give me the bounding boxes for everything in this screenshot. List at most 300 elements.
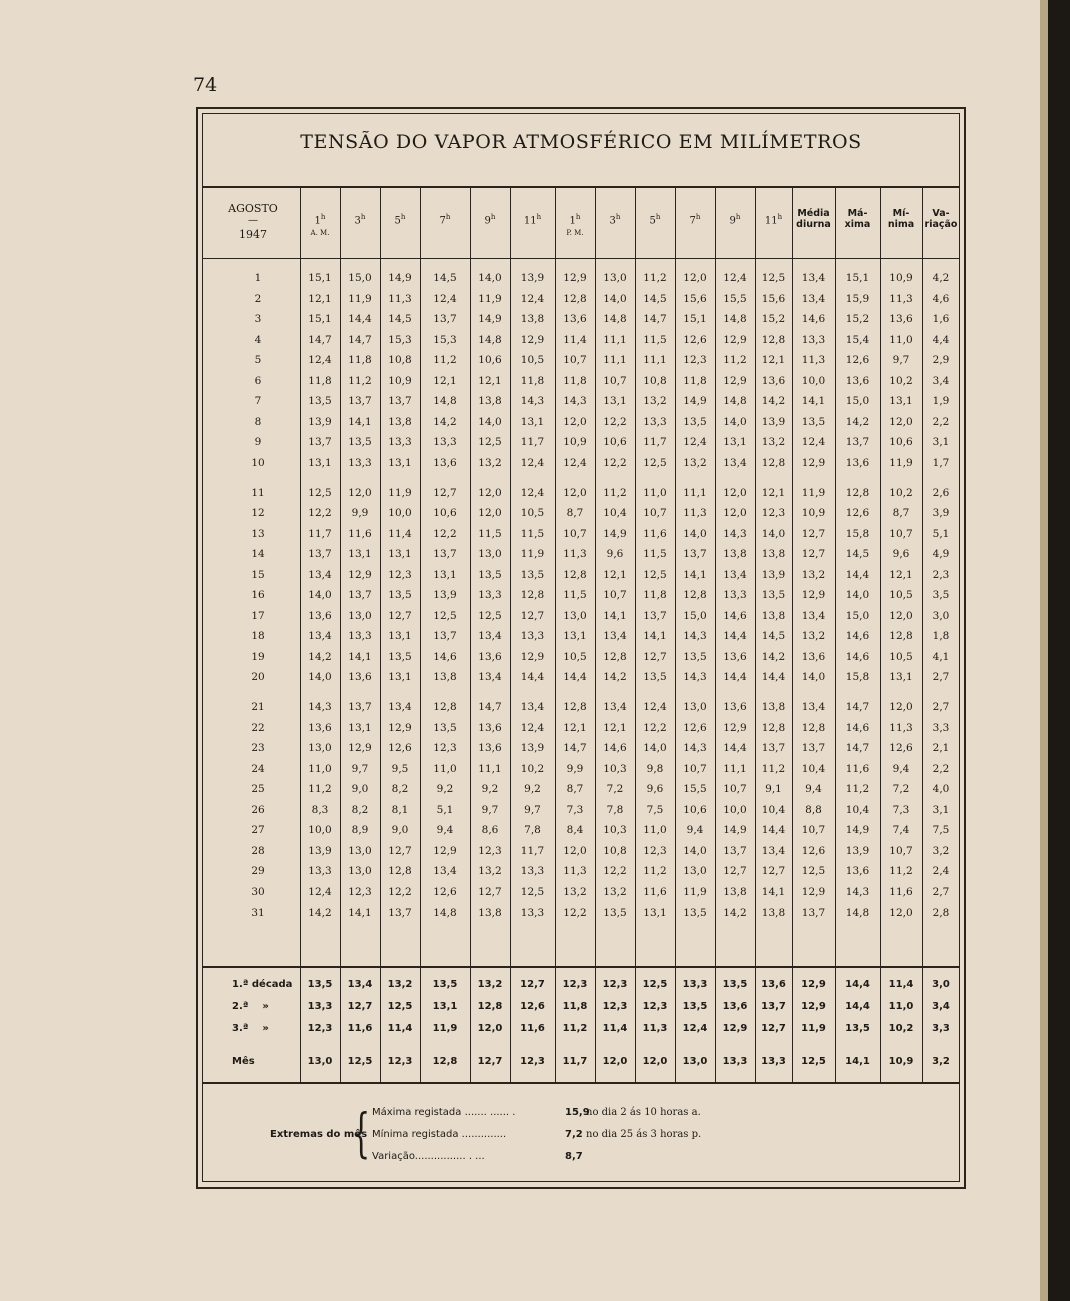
table-cell: 12,3 <box>761 507 786 520</box>
table-cell: 10,7 <box>889 844 913 857</box>
table-cell: 10,9 <box>388 374 412 387</box>
table-cell: 12,8 <box>845 486 870 499</box>
table-cell: 11,4 <box>563 333 587 346</box>
table-cell: 11,9 <box>683 885 707 898</box>
header-hour-sup: h <box>320 213 326 221</box>
header-dash: — <box>248 215 258 226</box>
table-cell: 15,0 <box>845 609 870 622</box>
table-cell: 12,3 <box>478 844 502 857</box>
summary-cell: 12,7 <box>520 979 545 990</box>
table-cell: 13,3 <box>520 865 545 878</box>
table-cell: 2,8 <box>932 906 950 919</box>
table-cell: 13,2 <box>643 395 667 408</box>
table-cell: 13,9 <box>520 742 545 755</box>
table-cell: 13,1 <box>388 671 412 684</box>
table-cell: 12,0 <box>348 486 372 499</box>
table-cell: 13,6 <box>478 721 502 734</box>
table-cell: 12,8 <box>683 589 707 602</box>
day-label: 13 <box>251 527 265 540</box>
table-cell: 13,1 <box>348 548 372 561</box>
table-cell: 10,5 <box>889 650 913 663</box>
table-cell: 11,8 <box>563 374 587 387</box>
table-cell: 13,9 <box>761 415 786 428</box>
table-cell: 15,2 <box>845 313 870 326</box>
table-cell: 11,9 <box>478 292 502 305</box>
table-cell: 14,6 <box>603 742 627 755</box>
table-cell: 4,6 <box>932 292 950 305</box>
table-cell: 14,4 <box>845 568 870 581</box>
summary-cell: 14,1 <box>845 1056 870 1067</box>
table-cell: 10,9 <box>889 272 913 284</box>
table-cell: 13,2 <box>478 456 502 469</box>
table-cell: 2,2 <box>932 415 950 428</box>
table-cell: 13,4 <box>723 456 747 469</box>
table-cell: 12,1 <box>603 721 627 734</box>
header-period: A. M. <box>310 229 330 238</box>
table-cell: 12,0 <box>723 507 747 520</box>
table-cell: 13,8 <box>433 671 457 684</box>
table-cell: 13,9 <box>308 844 332 857</box>
header-hour-sup: h <box>777 213 783 221</box>
table-cell: 13,7 <box>348 589 372 602</box>
header-hour: 7 <box>689 215 696 227</box>
extremes-max-label: Máxima registada ....... ...... . <box>372 1107 516 1118</box>
table-cell: 13,1 <box>388 630 412 643</box>
table-cell: 9,2 <box>524 783 541 796</box>
table-cell: 11,2 <box>845 783 870 796</box>
table-cell: 14,5 <box>388 313 412 326</box>
summary-cell: 11,9 <box>801 1023 826 1034</box>
table-cell: 13,4 <box>801 292 826 305</box>
header-col-3 <box>380 211 420 227</box>
header-hour-sup: h <box>490 213 496 221</box>
table-cell: 14,2 <box>603 671 627 684</box>
table-cell: 12,9 <box>348 742 372 755</box>
header-hour: 9 <box>484 215 491 227</box>
day-label: 1 <box>254 272 262 284</box>
summary-cell: 12,7 <box>761 1023 786 1034</box>
table-cell: 14,8 <box>478 333 502 346</box>
table-cell: 12,9 <box>801 885 826 898</box>
table-cell: 11,9 <box>348 292 372 305</box>
table-cell: 15,5 <box>723 292 747 305</box>
table-cell: 8,8 <box>805 803 822 816</box>
table-cell: 15,8 <box>845 527 870 540</box>
table-cell: 12,5 <box>433 609 457 622</box>
summary-cell: 11,4 <box>602 1023 628 1034</box>
table-cell: 11,7 <box>520 436 545 449</box>
header-hour: 1 <box>314 215 321 227</box>
table-cell: 14,0 <box>478 272 502 284</box>
table-cell: 12,2 <box>308 507 332 520</box>
table-cell: 14,1 <box>348 906 372 919</box>
table-cell: 11,7 <box>520 844 545 857</box>
table-cell: 14,3 <box>683 630 707 643</box>
table-cell: 13,1 <box>308 456 332 469</box>
summary-cell: 12,8 <box>477 1001 503 1012</box>
header-hour-sup: h <box>695 213 701 221</box>
summary-label: Mês <box>232 1056 255 1067</box>
table-cell: 15,3 <box>433 333 457 346</box>
table-cell: 12,0 <box>889 906 913 919</box>
table-cell: 13,4 <box>478 671 502 684</box>
table-cell: 15,9 <box>845 292 870 305</box>
extremes-var-label: Variação................ . ... <box>372 1151 485 1162</box>
day-label: 20 <box>251 671 265 684</box>
table-cell: 2,2 <box>932 762 950 775</box>
header-period: P. M. <box>566 229 584 238</box>
table-cell: 14,5 <box>845 548 870 561</box>
table-cell: 13,5 <box>348 436 372 449</box>
table-cell: 10,8 <box>643 374 667 387</box>
summary-cell: 13,5 <box>682 1001 708 1012</box>
summary-cell: 12,3 <box>642 1001 668 1012</box>
table-cell: 13,5 <box>520 568 545 581</box>
day-label: 14 <box>251 548 265 561</box>
table-cell: 11,5 <box>478 527 502 540</box>
header-var_1: Va- <box>932 208 950 219</box>
table-cell: 4,1 <box>932 650 950 663</box>
table-cell: 13,1 <box>563 630 587 643</box>
table-cell: 13,6 <box>845 456 870 469</box>
table-cell: 14,1 <box>643 630 667 643</box>
summary-label: 2.ª » <box>232 1001 269 1012</box>
table-cell: 13,8 <box>723 548 747 561</box>
table-cell: 3,1 <box>932 436 950 449</box>
table-cell: 13,4 <box>761 844 786 857</box>
table-cell: 11,2 <box>308 783 332 796</box>
table-cell: 13,4 <box>603 630 627 643</box>
table-cell: 10,4 <box>801 762 826 775</box>
table-cell: 14,6 <box>433 650 457 663</box>
table-cell: 15,6 <box>761 292 786 305</box>
table-cell: 9,6 <box>892 548 910 561</box>
table-cell: 8,2 <box>351 803 369 816</box>
table-cell: 11,6 <box>889 885 913 898</box>
table-cell: 13,6 <box>308 721 332 734</box>
summary-cell: 3,2 <box>932 1056 950 1067</box>
table-cell: 9,7 <box>481 803 499 816</box>
table-cell: 9,9 <box>566 762 584 775</box>
table-cell: 11,6 <box>845 762 870 775</box>
table-cell: 4,4 <box>932 333 950 346</box>
table-cell: 12,5 <box>643 456 667 469</box>
summary-cell: 13,3 <box>722 1056 748 1067</box>
header-col-10 <box>675 211 715 227</box>
table-cell: 12,6 <box>683 333 707 346</box>
table-cell: 15,4 <box>845 333 870 346</box>
table-cell: 14,5 <box>761 630 786 643</box>
table-cell: 13,0 <box>478 548 502 561</box>
table-cell: 11,9 <box>801 486 826 499</box>
table-cell: 12,1 <box>433 374 457 387</box>
summary-cell: 13,5 <box>432 979 458 990</box>
table-cell: 9,0 <box>391 824 409 837</box>
table-cell: 8,7 <box>566 783 584 796</box>
table-cell: 3,9 <box>932 507 950 520</box>
summary-cell: 11,6 <box>520 1023 545 1034</box>
table-cell: 12,6 <box>801 844 826 857</box>
table-cell: 12,9 <box>801 456 826 469</box>
table-cell: 11,1 <box>723 762 747 775</box>
table-cell: 5,1 <box>436 803 454 816</box>
table-cell: 13,3 <box>433 436 457 449</box>
summary-cell: 13,6 <box>761 979 786 990</box>
table-cell: 12,7 <box>520 609 545 622</box>
header-hour: 11 <box>764 215 778 227</box>
table-cell: 10,4 <box>603 507 627 520</box>
summary-cell: 3,3 <box>932 1023 950 1034</box>
table-cell: 11,5 <box>563 589 587 602</box>
table-cell: 10,7 <box>889 527 913 540</box>
table-cell: 15,8 <box>845 671 870 684</box>
table-cell: 10,6 <box>889 436 913 449</box>
summary-cell: 13,5 <box>722 979 748 990</box>
table-cell: 14,3 <box>308 701 332 713</box>
table-cell: 7,3 <box>566 803 584 816</box>
table-cell: 14,9 <box>478 313 502 326</box>
table-cell: 12,0 <box>889 609 913 622</box>
table-cell: 13,5 <box>388 589 412 602</box>
table-cell: 13,2 <box>683 456 707 469</box>
day-label: 21 <box>251 701 265 713</box>
day-label: 27 <box>251 824 265 837</box>
day-label: 26 <box>251 803 265 816</box>
table-cell: 14,2 <box>308 906 332 919</box>
table-cell: 10,5 <box>520 354 545 367</box>
table-cell: 12,6 <box>889 742 913 755</box>
table-cell: 9,5 <box>391 762 409 775</box>
header-col-6 <box>510 211 555 227</box>
table-cell: 13,8 <box>761 609 786 622</box>
table-cell: 12,8 <box>801 721 826 734</box>
table-cell: 11,8 <box>643 589 667 602</box>
table-cell: 13,3 <box>643 415 667 428</box>
table-cell: 13,5 <box>478 568 502 581</box>
table-cell: 9,4 <box>805 783 822 796</box>
table-cell: 13,8 <box>761 548 786 561</box>
header-hour-sup: h <box>536 213 542 221</box>
table-cell: 8,4 <box>566 824 584 837</box>
table-cell: 10,6 <box>433 507 457 520</box>
table-cell: 10,9 <box>801 507 826 520</box>
table-cell: 12,4 <box>801 436 826 449</box>
table-cell: 13,1 <box>388 548 412 561</box>
table-cell: 8,6 <box>481 824 499 837</box>
header-hour-sup: h <box>735 213 741 221</box>
table-cell: 12,6 <box>433 885 457 898</box>
summary-cell: 13,5 <box>307 979 333 990</box>
header-hour: 3 <box>354 215 361 227</box>
table-cell: 10,5 <box>520 507 545 520</box>
table-cell: 13,6 <box>308 609 332 622</box>
table-cell: 9,9 <box>351 507 369 520</box>
table-cell: 3,2 <box>932 844 950 857</box>
summary-cell: 14,4 <box>845 1001 870 1012</box>
header-var_2: riação <box>924 219 958 230</box>
summary-cell: 11,7 <box>562 1056 588 1067</box>
table-cell: 14,8 <box>723 395 747 408</box>
header-hour: 5 <box>394 215 401 227</box>
table-cell: 14,9 <box>603 527 627 540</box>
table-cell: 11,1 <box>478 762 502 775</box>
title-divider <box>202 186 960 188</box>
table-cell: 11,5 <box>643 548 667 561</box>
table-cell: 15,2 <box>761 313 786 326</box>
table-cell: 11,3 <box>683 507 707 520</box>
table-cell: 11,3 <box>563 548 587 561</box>
header-hour-sup: h <box>360 213 366 221</box>
table-cell: 7,5 <box>932 824 950 837</box>
header-hour-sup: h <box>575 213 581 221</box>
table-cell: 14,0 <box>845 589 870 602</box>
table-cell: 12,2 <box>643 721 667 734</box>
table-cell: 14,8 <box>603 313 627 326</box>
header-col-5 <box>470 211 510 227</box>
day-label: 6 <box>254 374 262 387</box>
summary-cell: 12,5 <box>347 1056 373 1067</box>
table-cell: 12,5 <box>801 865 826 878</box>
table-cell: 12,0 <box>478 486 502 499</box>
summary-cell: 12,3 <box>387 1056 413 1067</box>
table-cell: 13,0 <box>348 844 372 857</box>
table-cell: 12,2 <box>603 456 627 469</box>
table-cell: 12,2 <box>563 906 587 919</box>
table-cell: 15,1 <box>845 272 870 284</box>
table-cell: 14,1 <box>801 395 826 408</box>
table-cell: 13,7 <box>348 701 372 713</box>
table-cell: 12,1 <box>563 721 587 734</box>
table-cell: 3,1 <box>932 803 950 816</box>
table-cell: 13,5 <box>683 650 707 663</box>
table-cell: 13,7 <box>643 609 667 622</box>
table-cell: 11,2 <box>433 354 457 367</box>
table-cell: 12,0 <box>563 486 587 499</box>
header-col-2 <box>340 211 380 227</box>
table-cell: 13,4 <box>603 701 627 713</box>
table-cell: 13,4 <box>723 568 747 581</box>
table-cell: 12,3 <box>433 742 457 755</box>
table-cell: 14,3 <box>520 395 545 408</box>
table-cell: 13,7 <box>801 742 826 755</box>
table-cell: 12,8 <box>761 456 786 469</box>
header-max_2: xima <box>844 219 871 230</box>
table-cell: 12,8 <box>520 589 545 602</box>
table-cell: 13,0 <box>683 865 707 878</box>
table-cell: 11,7 <box>308 527 332 540</box>
table-cell: 11,3 <box>889 721 913 734</box>
table-cell: 13,3 <box>723 589 747 602</box>
header-max_1: Má- <box>847 208 868 219</box>
table-cell: 13,4 <box>801 272 826 284</box>
table-cell: 13,6 <box>723 650 747 663</box>
day-label: 17 <box>251 609 265 622</box>
table-cell: 12,2 <box>388 885 412 898</box>
table-cell: 12,1 <box>308 292 332 305</box>
table-cell: 13,1 <box>889 671 913 684</box>
table-cell: 13,4 <box>478 630 502 643</box>
table-cell: 14,2 <box>761 395 786 408</box>
summary-cell: 11,8 <box>562 1001 588 1012</box>
table-cell: 14,4 <box>761 824 786 837</box>
table-cell: 12,9 <box>520 650 545 663</box>
table-cell: 10,7 <box>563 527 587 540</box>
table-cell: 11,1 <box>683 486 707 499</box>
table-cell: 12,2 <box>603 415 627 428</box>
table-cell: 9,2 <box>481 783 499 796</box>
table-cell: 13,5 <box>308 395 332 408</box>
table-cell: 13,2 <box>563 885 587 898</box>
table-cell: 14,3 <box>683 742 707 755</box>
table-cell: 13,1 <box>643 906 667 919</box>
day-label: 5 <box>254 354 262 367</box>
table-cell: 13,5 <box>643 671 667 684</box>
day-label: 30 <box>251 885 265 898</box>
table-cell: 12,9 <box>388 721 412 734</box>
table-cell: 13,0 <box>348 609 372 622</box>
table-cell: 14,3 <box>723 527 747 540</box>
table-cell: 14,1 <box>348 415 372 428</box>
table-cell: 10,0 <box>801 374 826 387</box>
table-cell: 14,0 <box>308 671 332 684</box>
table-cell: 14,7 <box>845 742 870 755</box>
table-cell: 1,9 <box>932 395 950 408</box>
table-cell: 8,2 <box>391 783 409 796</box>
summary-cell: 13,0 <box>307 1056 333 1067</box>
table-cell: 12,3 <box>683 354 707 367</box>
table-cell: 11,1 <box>603 354 627 367</box>
table-cell: 12,7 <box>388 609 412 622</box>
day-label: 10 <box>251 456 265 469</box>
table-cell: 11,3 <box>889 292 913 305</box>
header-col-8 <box>595 211 635 227</box>
table-cell: 12,4 <box>308 354 332 367</box>
table-cell: 13,7 <box>761 742 786 755</box>
table-cell: 12,9 <box>348 568 372 581</box>
table-cell: 12,3 <box>388 568 412 581</box>
table-cell: 13,7 <box>845 436 870 449</box>
table-cell: 11,5 <box>520 527 545 540</box>
table-cell: 13,8 <box>520 313 545 326</box>
summary-cell: 12,3 <box>307 1023 333 1034</box>
table-cell: 3,3 <box>932 721 950 734</box>
table-cell: 11,6 <box>643 527 667 540</box>
extremes-min-text: no dia 25 ás 3 horas p. <box>586 1129 702 1140</box>
table-cell: 2,7 <box>932 701 950 713</box>
table-cell: 15,0 <box>348 272 372 284</box>
table-cell: 12,0 <box>889 415 913 428</box>
table-cell: 8,9 <box>351 824 369 837</box>
table-cell: 12,9 <box>723 721 747 734</box>
page-number: 74 <box>193 74 218 96</box>
table-cell: 13,1 <box>388 456 412 469</box>
summary-cell: 12,4 <box>682 1023 708 1034</box>
header-col-11 <box>715 211 755 227</box>
summary-cell: 3,0 <box>932 979 950 990</box>
table-cell: 12,8 <box>603 650 627 663</box>
summary-cell: 13,2 <box>387 979 413 990</box>
table-cell: 13,7 <box>723 844 747 857</box>
table-cell: 10,7 <box>683 762 707 775</box>
table-cell: 15,6 <box>683 292 707 305</box>
table-cell: 13,2 <box>801 568 826 581</box>
table-cell: 12,0 <box>478 507 502 520</box>
table-cell: 11,0 <box>889 333 913 346</box>
table-cell: 13,8 <box>761 701 786 713</box>
table-cell: 10,5 <box>563 650 587 663</box>
table-cell: 14,0 <box>478 415 502 428</box>
table-cell: 12,9 <box>723 333 747 346</box>
